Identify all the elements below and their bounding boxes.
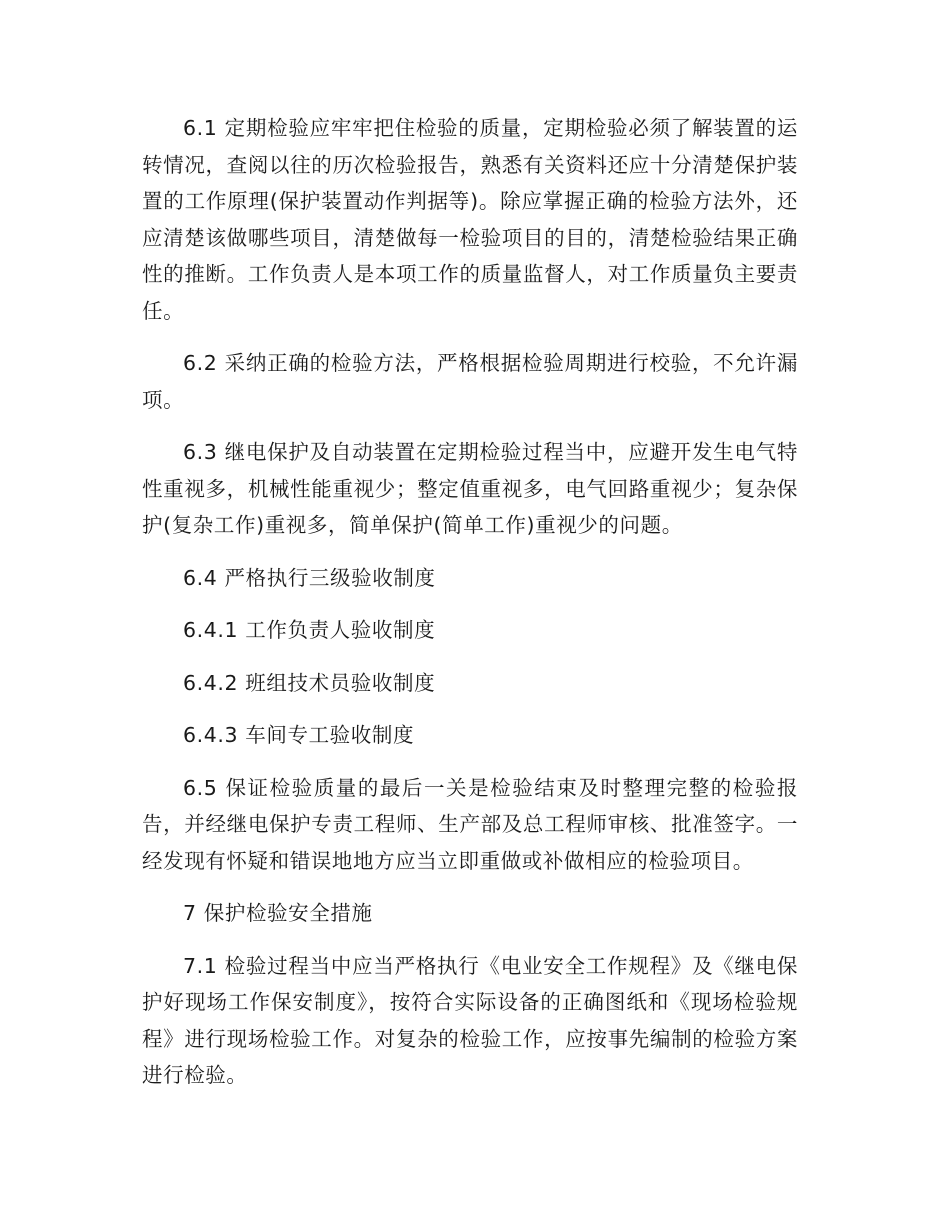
paragraph-6-2: 6.2 采纳正确的检验方法，严格根据检验周期进行校验，不允许漏项。 bbox=[142, 351, 798, 412]
paragraph-6-1: 6.1 定期检验应牢牢把住检验的质量，定期检验必须了解装置的运转情况，查阅以往的历次检验报告，熟悉有关资料还应十分清楚保护装置的工作原理(保护装置动作判据等)。除应掌握正确的检验方法外，还应清楚该做哪些项目，清楚做每一检验项目的目的，清楚检验结果正确性的推断。工作负责人是本项工作的质量监督人，对工作质量负主要责任。 bbox=[142, 116, 798, 323]
paragraph-6-4: 6.4 严格执行三级验收制度 bbox=[183, 565, 436, 590]
document-body bbox=[142, 110, 798, 1110]
paragraph-6-5: 6.5 保证检验质量的最后一关是检验结束及时整理完整的检验报告，并经继电保护专责工程师、生产部及总工程师审核、批准签字。一经发现有怀疑和错误地地方应当立即重做或补做相应的检验项目。 bbox=[142, 775, 798, 873]
section-heading-7: 7 保护检验安全措施 bbox=[183, 901, 373, 925]
paragraph-6-4-3: 6.4.3 车间专工验收制度 bbox=[183, 723, 415, 747]
paragraph-7-1: 7.1 检验过程当中应当严格执行《电业安全工作规程》及《继电保护好现场工作保安制度》，按符合实际设备的正确图纸和《现场检验规程》进行现场检验工作。对复杂的检验工作，应按事先编制的检验方案进行检验。 bbox=[142, 953, 798, 1087]
paragraph-6-4-1: 6.4.1 工作负责人验收制度 bbox=[183, 618, 436, 642]
paragraph-6-3: 6.3 继电保护及自动装置在定期检验过程当中，应避开发生电气特性重视多，机械性能重视少；整定值重视多，电气回路重视少；复杂保护(复杂工作)重视多，简单保护(简单工作)重视少的问题。 bbox=[142, 440, 798, 537]
paragraph-6-4-2: 6.4.2 班组技术员验收制度 bbox=[183, 670, 436, 695]
